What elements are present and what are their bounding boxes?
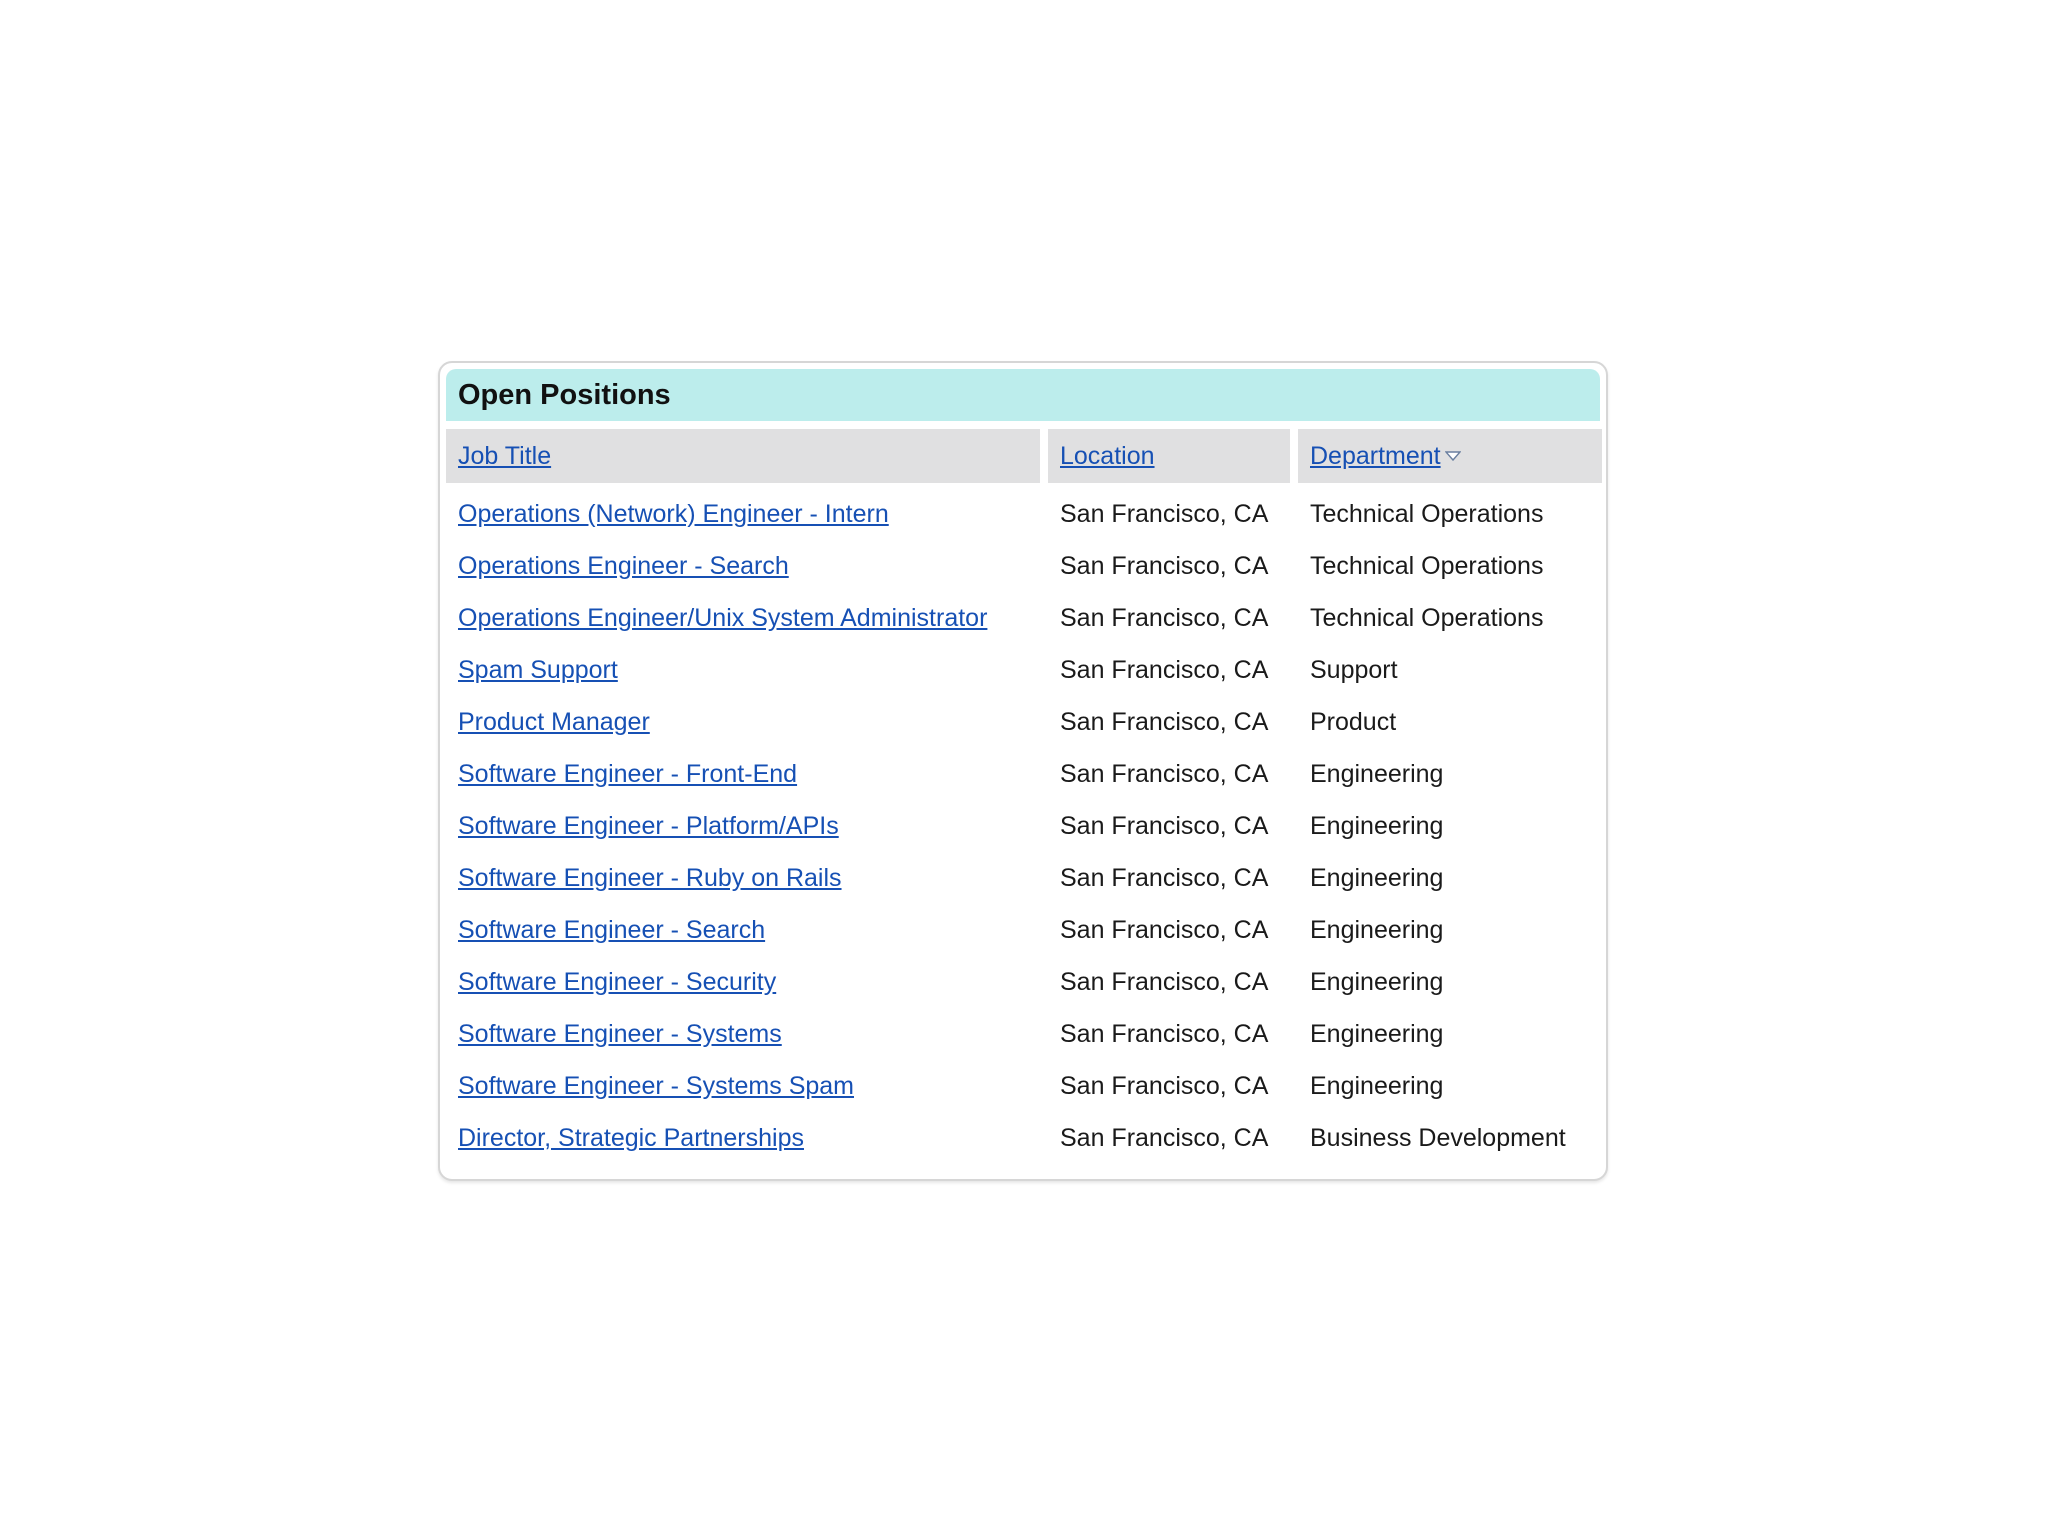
table-row	[446, 956, 1602, 1008]
table-row	[446, 800, 1602, 852]
job-title-cell	[446, 852, 1040, 904]
department-cell: Engineering	[1310, 916, 1444, 944]
location-cell: San Francisco, CA	[1060, 656, 1269, 684]
table-header-row	[446, 429, 1602, 483]
table-row	[446, 644, 1602, 696]
location-cell: San Francisco, CA	[1060, 968, 1269, 996]
job-title-cell	[446, 904, 1040, 956]
department-cell: Technical Operations	[1310, 500, 1544, 528]
job-title-link[interactable]: Software Engineer - Search	[458, 916, 766, 944]
department-cell: Engineering	[1310, 1020, 1444, 1048]
department-cell: Engineering	[1310, 864, 1444, 892]
table-row	[446, 1112, 1602, 1164]
location-cell: San Francisco, CA	[1060, 1020, 1269, 1048]
sort-by-job-title-link[interactable]: Job Title	[458, 442, 552, 470]
job-title-cell	[446, 1060, 1040, 1112]
table-row	[446, 1060, 1602, 1112]
sort-descending-icon[interactable]	[1445, 427, 1461, 481]
job-title-link[interactable]: Software Engineer - Front-End	[458, 760, 798, 788]
job-title-cell	[446, 540, 1040, 592]
table-row	[446, 592, 1602, 644]
table-row	[446, 540, 1602, 592]
job-title-link[interactable]: Operations Engineer - Search	[458, 552, 789, 580]
job-title-link[interactable]: Product Manager	[458, 708, 650, 736]
sort-by-department-link[interactable]: Department	[1310, 442, 1441, 470]
table-row	[446, 488, 1602, 540]
job-title-cell	[446, 644, 1040, 696]
location-cell: San Francisco, CA	[1060, 1072, 1269, 1100]
open-positions-panel	[438, 361, 1608, 1181]
location-cell: San Francisco, CA	[1060, 760, 1269, 788]
department-cell: Technical Operations	[1310, 552, 1544, 580]
positions-list	[446, 488, 1602, 1164]
job-title-link[interactable]: Operations Engineer/Unix System Administrator	[458, 604, 988, 632]
job-title-link[interactable]: Software Engineer - Systems	[458, 1020, 782, 1048]
job-title-link[interactable]: Software Engineer - Ruby on Rails	[458, 864, 842, 892]
header-department	[1298, 429, 1602, 483]
table-row	[446, 904, 1602, 956]
job-title-link[interactable]: Software Engineer - Platform/APIs	[458, 812, 839, 840]
job-title-link[interactable]: Director, Strategic Partnerships	[458, 1124, 804, 1152]
department-cell: Engineering	[1310, 812, 1444, 840]
job-title-link[interactable]: Spam Support	[458, 656, 618, 684]
location-cell: San Francisco, CA	[1060, 500, 1269, 528]
header-job-title	[446, 429, 1040, 483]
job-title-link[interactable]: Software Engineer - Security	[458, 968, 777, 996]
job-title-cell	[446, 488, 1040, 540]
job-title-cell	[446, 1112, 1040, 1164]
location-cell: San Francisco, CA	[1060, 552, 1269, 580]
table-row	[446, 696, 1602, 748]
department-cell: Product	[1310, 708, 1397, 736]
location-cell: San Francisco, CA	[1060, 916, 1269, 944]
department-cell: Support	[1310, 656, 1398, 684]
department-cell: Engineering	[1310, 968, 1444, 996]
location-cell: San Francisco, CA	[1060, 864, 1269, 892]
department-cell: Engineering	[1310, 760, 1444, 788]
job-title-cell	[446, 696, 1040, 748]
table-row	[446, 1008, 1602, 1060]
panel-title: Open Positions	[446, 369, 1600, 421]
job-title-cell	[446, 1008, 1040, 1060]
sort-by-location-link[interactable]: Location	[1060, 442, 1155, 470]
department-cell: Engineering	[1310, 1072, 1444, 1100]
job-title-cell	[446, 956, 1040, 1008]
job-title-cell	[446, 748, 1040, 800]
department-cell: Technical Operations	[1310, 604, 1544, 632]
header-location	[1048, 429, 1290, 483]
table-row	[446, 852, 1602, 904]
location-cell: San Francisco, CA	[1060, 708, 1269, 736]
job-title-cell	[446, 800, 1040, 852]
location-cell: San Francisco, CA	[1060, 1124, 1269, 1152]
job-title-cell	[446, 592, 1040, 644]
location-cell: San Francisco, CA	[1060, 812, 1269, 840]
job-title-link[interactable]: Software Engineer - Systems Spam	[458, 1072, 854, 1100]
job-title-link[interactable]: Operations (Network) Engineer - Intern	[458, 500, 889, 528]
department-cell: Business Development	[1310, 1124, 1566, 1152]
location-cell: San Francisco, CA	[1060, 604, 1269, 632]
table-row	[446, 748, 1602, 800]
